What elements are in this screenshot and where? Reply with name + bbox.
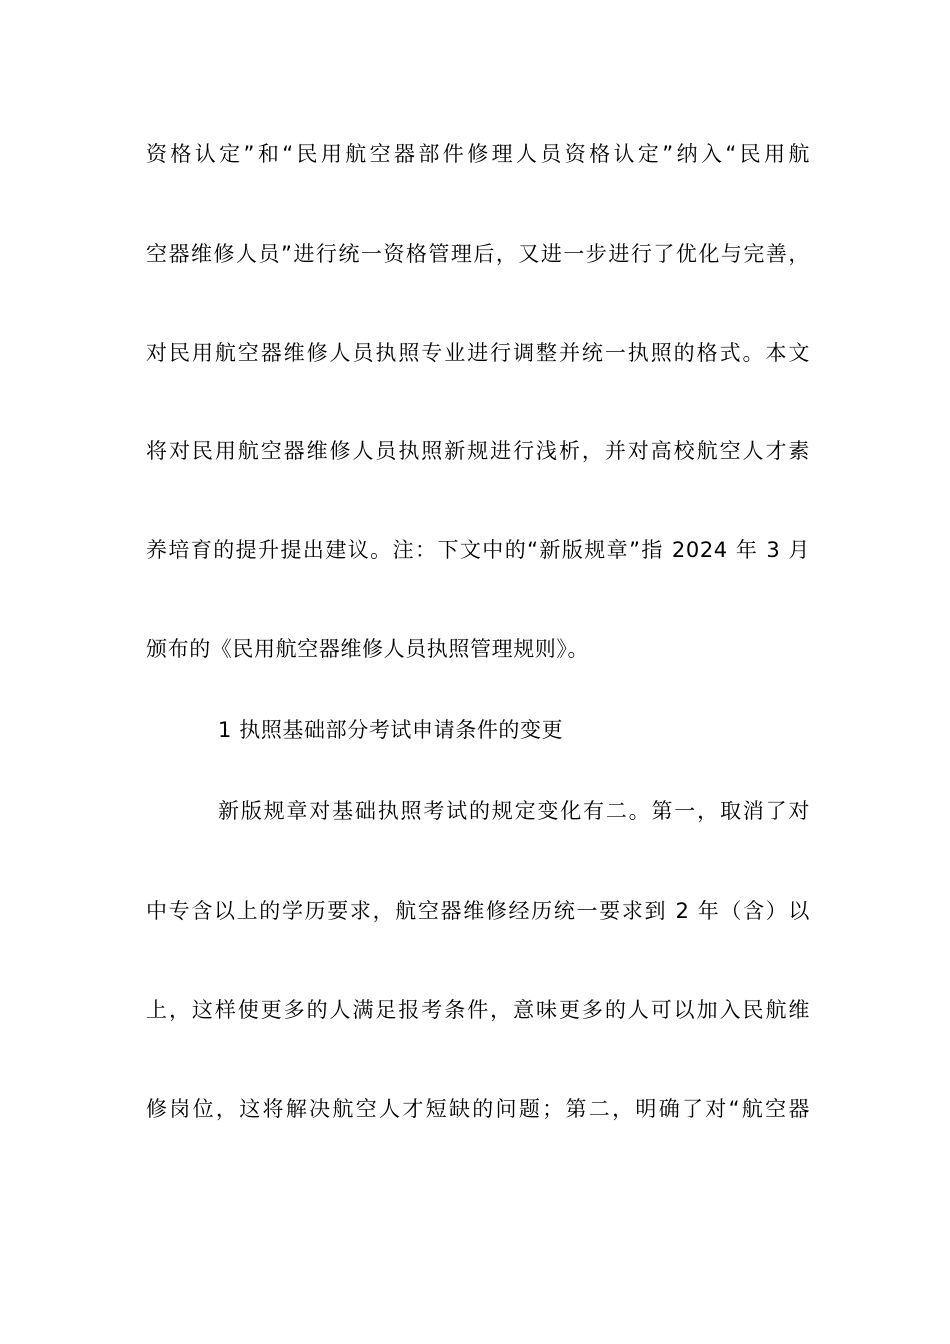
paragraph-line: 资格认定”和“民用航空器部件修理人员资格认定”纳入“民用航	[146, 142, 810, 166]
paragraph-line: 新版规章对基础执照考试的规定变化有二。第一，取消了对	[218, 799, 810, 823]
paragraph-line: 对民用航空器维修人员执照专业进行调整并统一执照的格式。本文	[146, 341, 810, 365]
paragraph-line: 中专含以上的学历要求，航空器维修经历统一要求到 2 年（含）以	[146, 899, 810, 923]
paragraph-line: 颁布的《民用航空器维修人员执照管理规则》。	[146, 637, 590, 661]
section-heading: 1 执照基础部分考试申请条件的变更	[218, 718, 564, 742]
paragraph-line: 修岗位，这将解决航空人才短缺的问题；第二，明确了对“航空器	[146, 1097, 810, 1121]
paragraph-line: 养培育的提升提出建议。注：下文中的“新版规章”指 2024 年 3 月	[146, 538, 810, 562]
paragraph-line: 空器维修人员”进行统一资格管理后，又进一步进行了优化与完善，	[146, 242, 810, 266]
paragraph-line: 将对民用航空器维修人员执照新规进行浅析，并对高校航空人才素	[146, 439, 810, 463]
paragraph-line: 上，这样使更多的人满足报考条件，意味更多的人可以加入民航维	[146, 998, 810, 1022]
